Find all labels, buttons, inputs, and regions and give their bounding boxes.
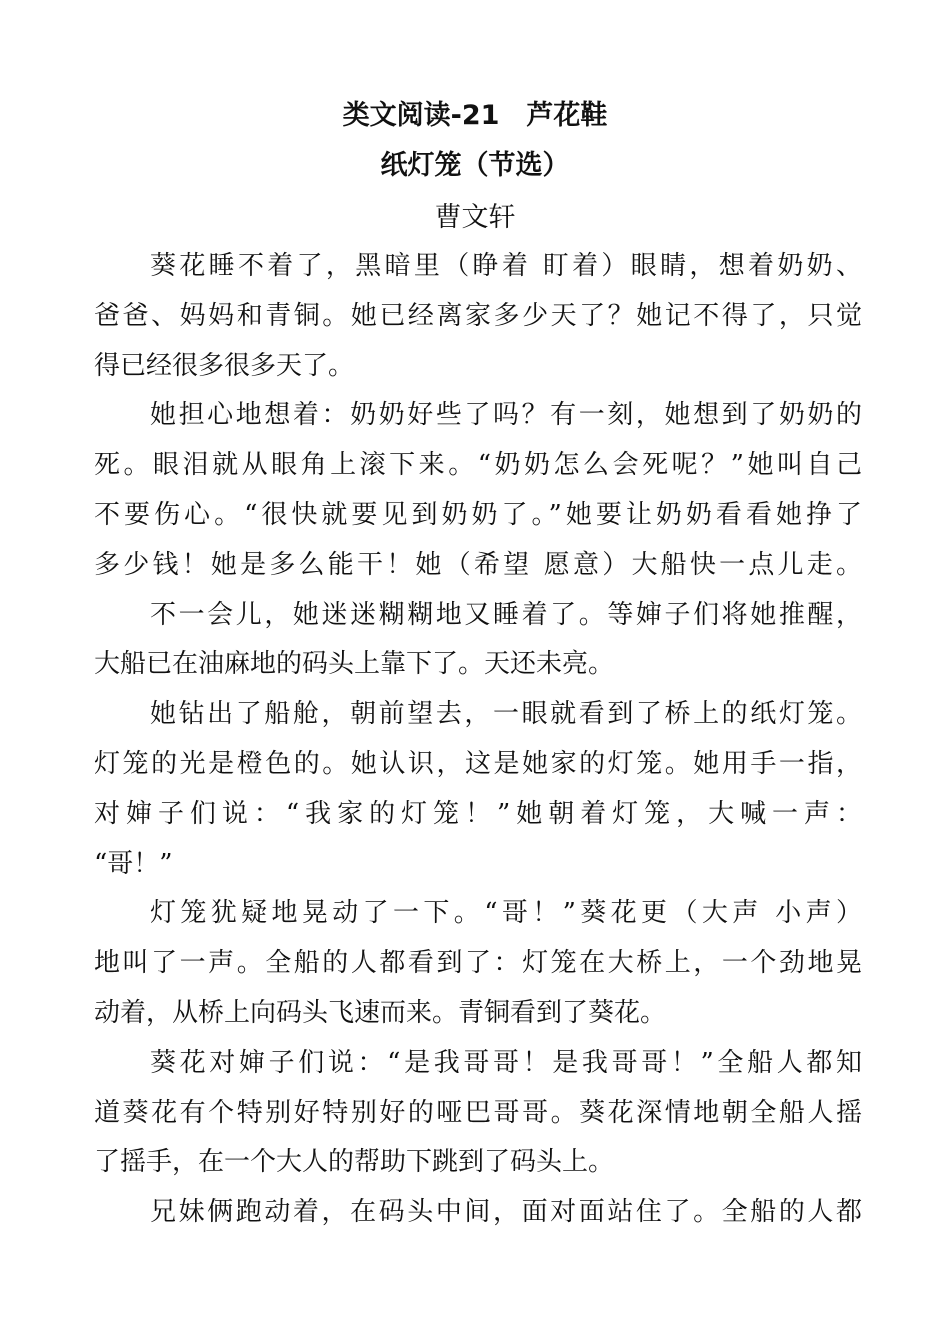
- author-name: 曹文轩: [434, 202, 516, 233]
- text-line: 爸爸、妈妈和青铜。她已经离家多少天了？她记不得了，只觉: [94, 300, 862, 331]
- text-line: 得已经很多很多天了。: [94, 350, 355, 381]
- text-line: 她担心地想着：奶奶好些了吗？有一刻，她想到了奶奶的: [150, 400, 862, 431]
- text-line: “哥！”: [94, 848, 173, 879]
- series-title: 类文阅读-21 芦花鞋: [342, 100, 608, 131]
- text-line: 灯笼犹疑地晃动了一下。“哥！”葵花更（大声 小声）: [150, 898, 862, 929]
- article-body: [94, 242, 862, 1238]
- text-line: 大船已在油麻地的码头上靠下了。天还未亮。: [94, 649, 615, 680]
- text-line: 道葵花有个特别好特别好的哑巴哥哥。葵花深情地朝全船人摇: [94, 1097, 862, 1128]
- text-line: 了摇手，在一个大人的帮助下跳到了码头上。: [94, 1147, 615, 1178]
- text-line: 对婶子们说：“我家的灯笼！”她朝着灯笼，大喊一声：: [94, 798, 862, 829]
- text-line: 灯笼的光是橙色的。她认识，这是她家的灯笼。她用手一指，: [94, 748, 862, 779]
- text-line: 地叫了一声。全船的人都看到了：灯笼在大桥上，一个劲地晃: [94, 948, 862, 979]
- text-line: 死。眼泪就从眼角上滚下来。“奶奶怎么会死呢？”她叫自己: [94, 450, 862, 481]
- text-line: 动着，从桥上向码头飞速而来。青铜看到了葵花。: [94, 997, 667, 1028]
- text-line: 葵花对婶子们说：“是我哥哥！是我哥哥！”全船人都知: [150, 1047, 862, 1078]
- text-line: 多少钱！她是多么能干！她（希望 愿意）大船快一点儿走。: [94, 549, 862, 580]
- text-line: 兄妹俩跑动着，在码头中间，面对面站住了。全船的人都: [150, 1197, 862, 1228]
- article-title: 纸灯笼（节选）: [380, 150, 570, 181]
- text-line: 不要伤心。“很快就要见到奶奶了。”她要让奶奶看看她挣了: [94, 499, 862, 530]
- text-line: 不一会儿，她迷迷糊糊地又睡着了。等婶子们将她推醒，: [150, 599, 862, 630]
- text-line: 葵花睡不着了，黑暗里（睁着 盯着）眼睛，想着奶奶、: [150, 251, 862, 281]
- text-line: 她钻出了船舱，朝前望去，一眼就看到了桥上的纸灯笼。: [150, 699, 862, 730]
